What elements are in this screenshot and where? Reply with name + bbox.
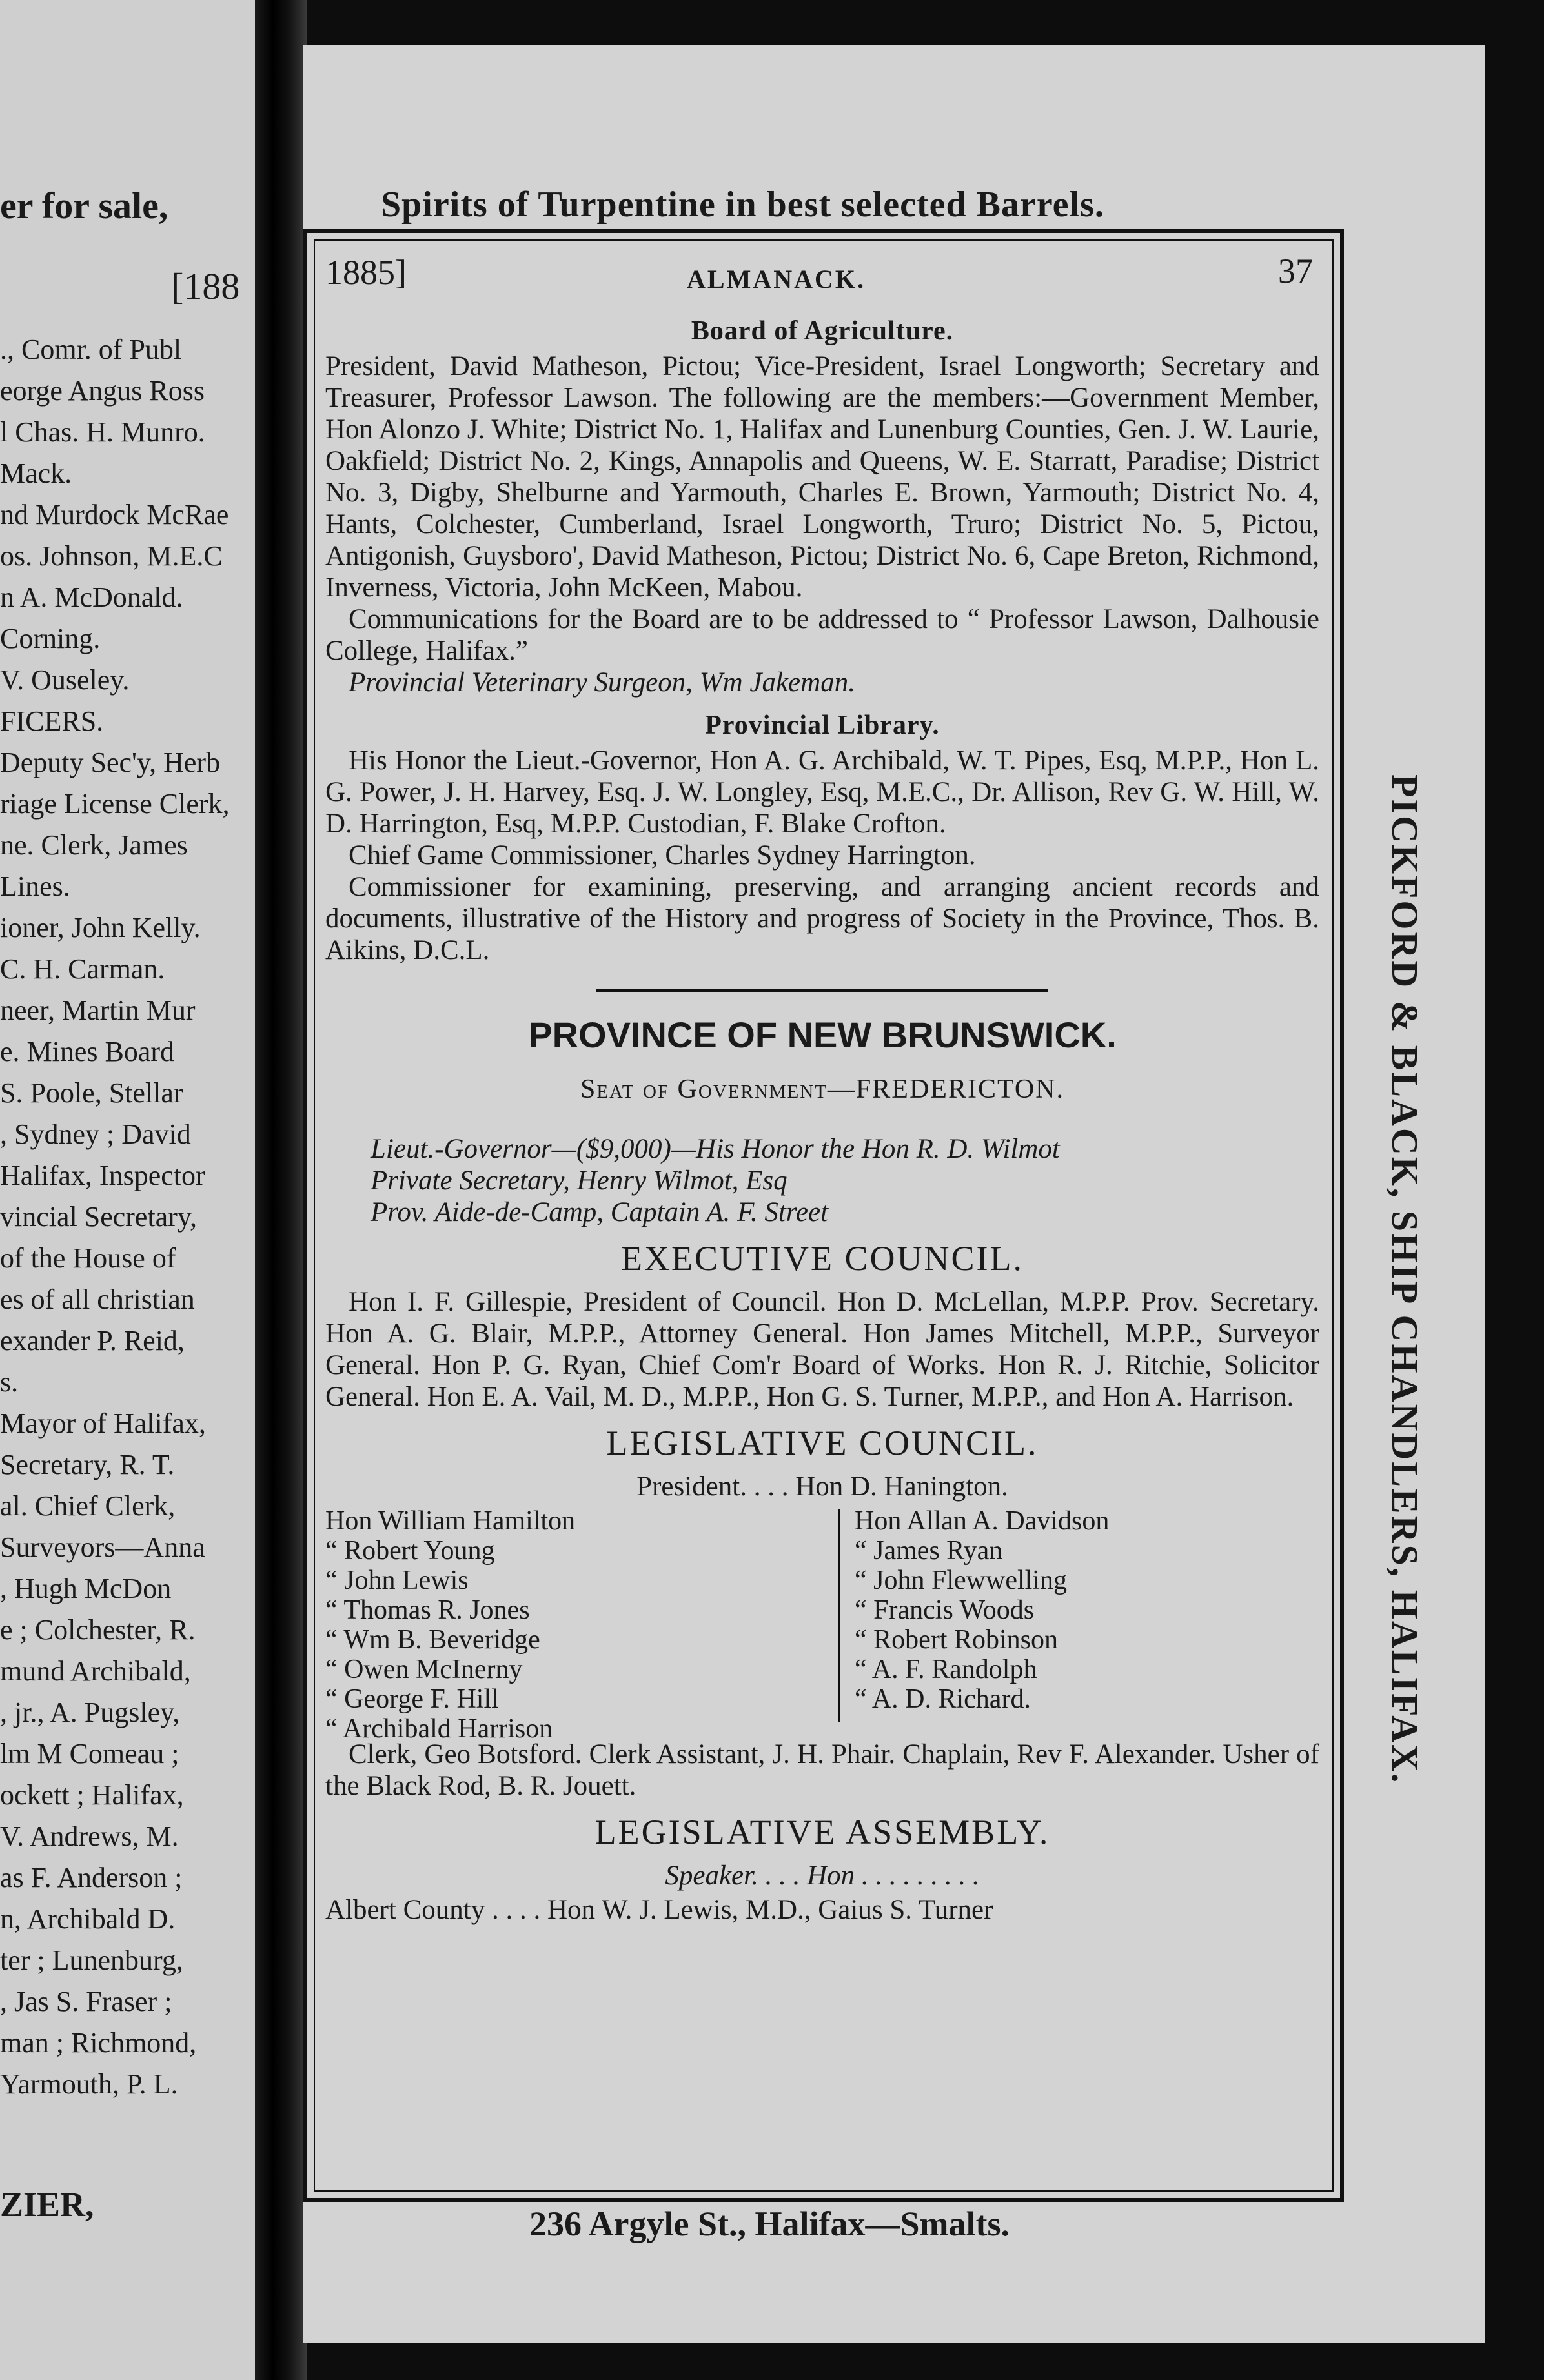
header-year: 1885] xyxy=(325,253,407,292)
list-item: s. xyxy=(0,1366,19,1398)
list-item: “ Francis Woods xyxy=(855,1595,1035,1625)
assembly-speaker: Speaker. . . . Hon . . . . . . . . . xyxy=(665,1861,980,1891)
province-title: PROVINCE OF NEW BRUNSWICK. xyxy=(528,1014,1117,1055)
list-item: “ Thomas R. Jones xyxy=(325,1595,530,1625)
list-item: “ George F. Hill xyxy=(325,1684,499,1714)
list-item: ne. Clerk, James xyxy=(0,829,188,861)
library-paragraph: His Honor the Lieut.-Governor, Hon A. G. Archibald, W. T. Pipes, Esq, M.P.P., Hon L. G. Power, J. H. Harvey, Esq. J. W. Longley, Esq, M.E.C., Dr. Allison, Rev G. W. Hill, W. D. Harrington, Esq, M.P.P. Custodian, F. Blake Crofton. xyxy=(325,745,1319,839)
list-item: n, Archibald D. xyxy=(0,1903,176,1935)
list-item: , jr., A. Pugsley, xyxy=(0,1697,180,1728)
list-item: ., Comr. of Publ xyxy=(0,334,182,365)
council-members xyxy=(325,1506,1319,1744)
left-page-fragment xyxy=(0,0,258,2380)
council-president: President. . . . Hon D. Hanington. xyxy=(636,1471,1008,1502)
list-item: “ A. D. Richard. xyxy=(855,1684,1031,1714)
game-commissioner: Chief Game Commissioner, Charles Sydney Harrington. xyxy=(349,840,976,871)
top-advertisement: Spirits of Turpentine in best selected Barrels. xyxy=(381,185,1104,225)
list-item: S. Poole, Stellar xyxy=(0,1077,183,1109)
list-item: es of all christian xyxy=(0,1284,195,1315)
list-item: , Jas S. Fraser ; xyxy=(0,1986,172,2017)
list-item: l Chas. H. Munro. xyxy=(0,416,205,448)
main-page xyxy=(303,45,1485,2343)
list-item: neer, Martin Mur xyxy=(0,994,196,1026)
list-item: e. Mines Board xyxy=(0,1036,175,1067)
list-item: “ A. F. Randolph xyxy=(855,1655,1037,1684)
running-header xyxy=(325,246,1319,304)
list-item: “ Robert Young xyxy=(325,1536,495,1566)
left-page-year: [188 xyxy=(171,265,240,307)
list-item: , Hugh McDon xyxy=(0,1573,172,1604)
list-item: ter ; Lunenburg, xyxy=(0,1944,183,1976)
list-item: “ James Ryan xyxy=(855,1536,1003,1566)
veterinary-surgeon: Provincial Veterinary Surgeon, Wm Jakeman. xyxy=(349,667,855,698)
list-item: e ; Colchester, R. xyxy=(0,1614,196,1646)
aide-de-camp-line: Prov. Aide-de-Camp, Captain A. F. Street xyxy=(371,1197,829,1227)
list-item: Corning. xyxy=(0,623,101,654)
executive-council-text: Hon I. F. Gillespie, President of Council. Hon D. McLellan, M.P.P. Prov. Secretary. Hon A. G. Blair, M.P.P., Attorney General. Hon James Mitchell, M.P.P., Surveyor General. Hon P. G. Ryan, Chief Com'r Board of Works. Hon R. J. Ritchie, Solicitor General. Hon E. A. Vail, M. D., M.P.P., Hon G. S. Turner, M.P.P., and Hon A. Harrison. xyxy=(325,1287,1319,1412)
list-item: “ John Lewis xyxy=(325,1566,469,1595)
list-item: “ John Flewwelling xyxy=(855,1566,1067,1595)
list-item: Surveyors—Anna xyxy=(0,1531,205,1563)
list-item: C. H. Carman. xyxy=(0,953,165,985)
list-item: Mack. xyxy=(0,458,72,489)
council-officers: Clerk, Geo Botsford. Clerk Assistant, J. H. Phair. Chaplain, Rev F. Alexander. Usher of the Black Rod, B. R. Jouett. xyxy=(325,1739,1319,1801)
seat-of-government: Seat of Government—FREDERICTON. xyxy=(580,1074,1065,1104)
list-item: Hon William Hamilton xyxy=(325,1506,576,1536)
list-item: lm M Comeau ; xyxy=(0,1738,179,1770)
list-item: os. Johnson, M.E.C xyxy=(0,540,223,572)
list-item: “ Robert Robinson xyxy=(855,1625,1058,1655)
list-item: Deputy Sec'y, Herb xyxy=(0,747,221,778)
section-divider xyxy=(596,989,1048,992)
page-frame xyxy=(303,229,1344,2202)
government-officers xyxy=(371,1133,1319,1228)
records-commissioner: Commissioner for examining, preserving, and arranging ancient records and documents, illustrative of the History and progress of Society in the Province, Thos. B. Aikins, D.C.L. xyxy=(325,872,1319,965)
list-item: al. Chief Clerk, xyxy=(0,1490,176,1522)
page-content xyxy=(325,246,1319,1926)
list-item: riage License Clerk, xyxy=(0,788,230,820)
agriculture-paragraph: President, David Matheson, Pictou; Vice-President, Israel Longworth; Secretary and Treasurer, Professor Lawson. The following are the members:—Government Member, Hon Alonzo J. White; District No. 1, Halifax and Lunenburg Counties, Gen. J. W. Laurie, Oakfield; District No. 2, Kings, Annapolis and Queens, W. E. Starratt, Paradise; District No. 3, Digby, Shelburne and Yarmouth, Charles E. Brown, Yarmouth; District No. 4, Hants, Colchester, Cumberland, Israel Longworth, Truro; District No. 5, Pictou, Antigonish, Guysboro', David Matheson, Pictou; District No. 6, Cape Breton, Richmond, Inverness, Victoria, John McKeen, Mabou. xyxy=(325,351,1319,603)
executive-council-title: EXECUTIVE COUNCIL. xyxy=(621,1239,1024,1278)
left-page-ad: er for sale, xyxy=(0,185,168,227)
list-item: Mayor of Halifax, xyxy=(0,1407,206,1439)
list-item: V. Andrews, M. xyxy=(0,1820,179,1852)
list-item: n A. McDonald. xyxy=(0,581,183,613)
side-advertisement: PICKFORD & BLACK, SHIP CHANDLERS, HALIFAX. xyxy=(1384,774,1426,1785)
list-item: mund Archibald, xyxy=(0,1655,191,1687)
library-title: Provincial Library. xyxy=(705,711,940,740)
albert-county-line: Albert County . . . . Hon W. J. Lewis, M.D., Gaius S. Turner xyxy=(325,1895,993,1925)
list-item: of the House of xyxy=(0,1242,176,1274)
list-item: as F. Anderson ; xyxy=(0,1862,183,1893)
private-secretary-line: Private Secretary, Henry Wilmot, Esq xyxy=(371,1165,787,1196)
left-page-footer: ZIER, xyxy=(0,2185,94,2224)
list-item: Secretary, R. T. xyxy=(0,1449,175,1480)
list-item: ioner, John Kelly. xyxy=(0,912,201,943)
list-item: exander P. Reid, xyxy=(0,1325,185,1356)
list-item: “ Wm B. Beveridge xyxy=(325,1625,540,1655)
book-gutter xyxy=(255,0,307,2380)
header-title: ALMANACK. xyxy=(687,265,866,294)
legislative-assembly-title: LEGISLATIVE ASSEMBLY. xyxy=(594,1813,1050,1851)
agriculture-title: Board of Agriculture. xyxy=(691,316,954,346)
page-number: 37 xyxy=(1278,252,1313,290)
list-item: eorge Angus Ross xyxy=(0,375,205,407)
council-members-right xyxy=(855,1506,1319,1714)
bottom-advertisement: 236 Argyle St., Halifax—Smalts. xyxy=(529,2204,1010,2243)
list-item: Lines. xyxy=(0,871,70,902)
list-item: “ Archibald Harrison xyxy=(325,1714,553,1744)
council-members-left xyxy=(325,1506,816,1744)
list-item: vincial Secretary, xyxy=(0,1201,197,1233)
list-item: FICERS. xyxy=(0,705,104,737)
agriculture-communications: Communications for the Board are to be addressed to “ Professor Lawson, Dalhousie College, Halifax.” xyxy=(325,604,1319,666)
list-item: Hon Allan A. Davidson xyxy=(855,1506,1110,1536)
list-item: Halifax, Inspector xyxy=(0,1160,205,1191)
list-item: “ Owen McInerny xyxy=(325,1655,523,1684)
list-item: V. Ouseley. xyxy=(0,664,130,696)
list-item: Yarmouth, P. L. xyxy=(0,2068,178,2100)
legislative-council-title: LEGISLATIVE COUNCIL. xyxy=(606,1424,1039,1462)
list-item: man ; Richmond, xyxy=(0,2027,197,2059)
list-item: , Sydney ; David xyxy=(0,1118,191,1150)
column-divider xyxy=(838,1509,840,1722)
list-item: nd Murdock McRae xyxy=(0,499,229,530)
list-item: ockett ; Halifax, xyxy=(0,1779,184,1811)
lieut-governor-line: Lieut.-Governor—($9,000)—His Honor the Hon R. D. Wilmot xyxy=(371,1134,1060,1164)
